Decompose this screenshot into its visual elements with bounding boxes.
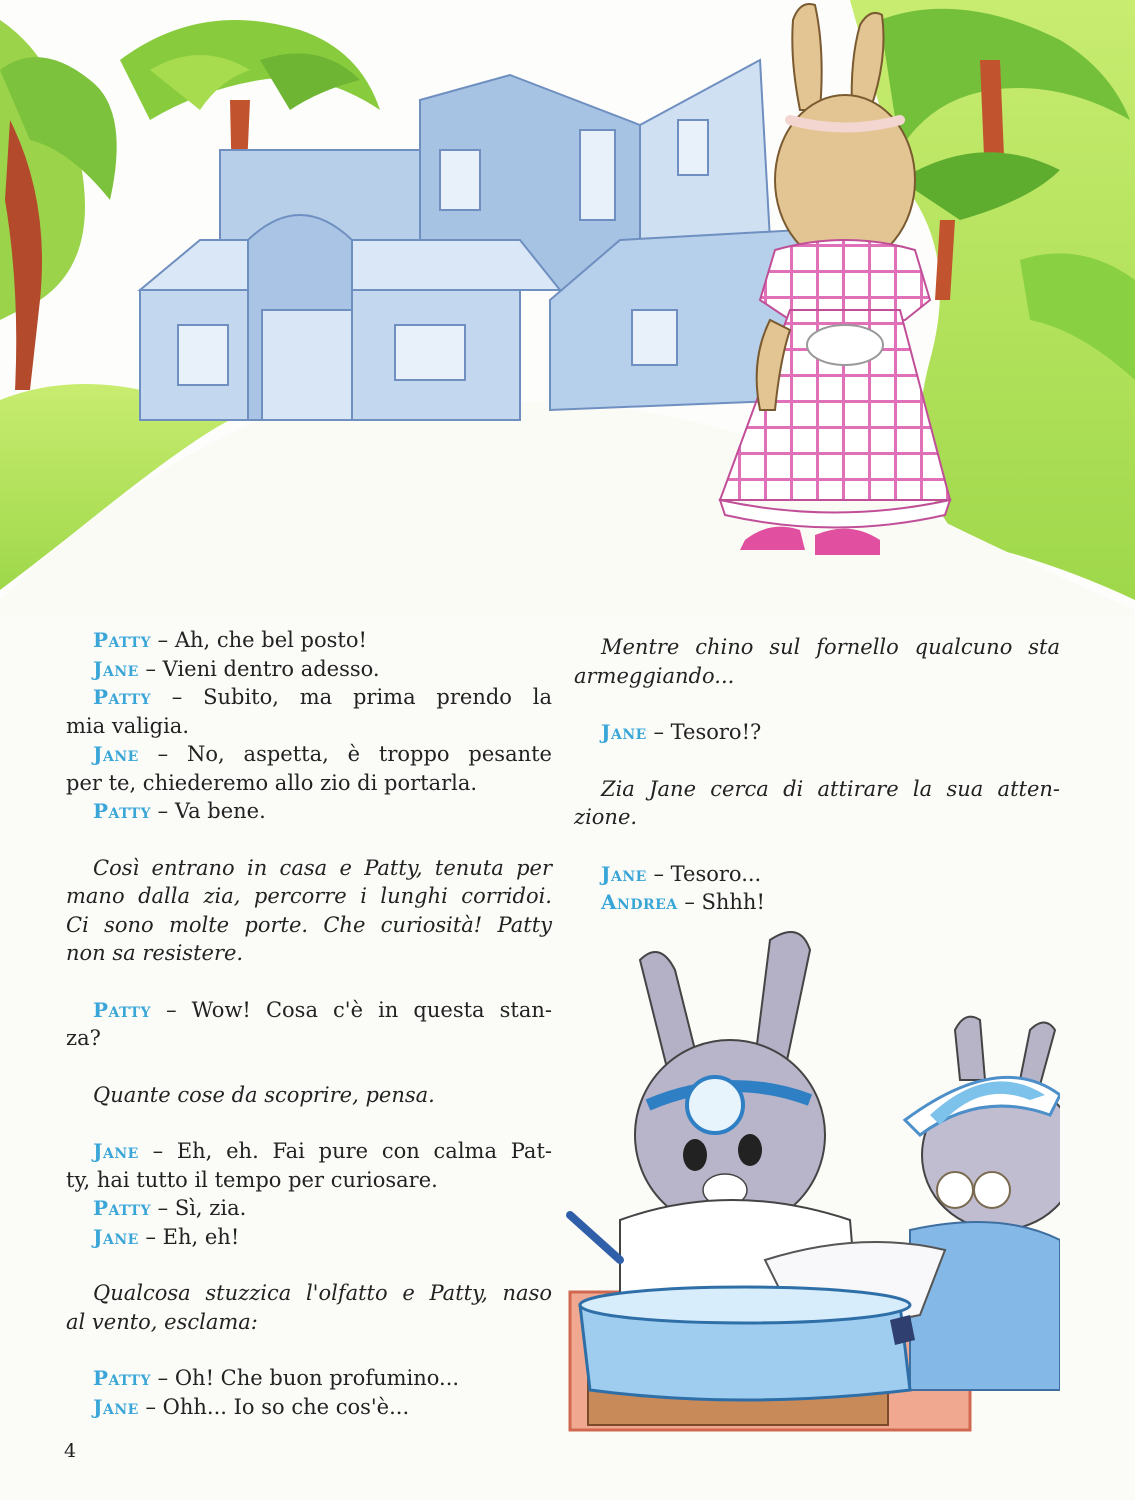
page-number: 4 — [64, 1440, 77, 1462]
dialogue-line — [574, 860, 1060, 889]
narration-line: mano dalla zia, percorre i lunghi corridoi. — [66, 884, 552, 908]
narration-line: Così entrano in casa e Patty, tenuta per — [93, 855, 552, 880]
dialogue-text: – Tesoro... — [653, 861, 762, 886]
dialogue-line — [66, 996, 552, 1025]
dialogue-text: – Subito, ma prima prendo la — [171, 685, 552, 709]
dialogue-continuation: per te, chiederemo allo zio di portarla. — [66, 770, 478, 795]
illustration-house-scene — [0, 0, 1135, 615]
narration-line: Zia Jane cerca di attirare la sua atten- — [601, 776, 1060, 801]
narration-line: Mentre chino sul fornello qualcuno sta — [601, 635, 1060, 659]
aunt-bunny-with-hat — [905, 1017, 1060, 1390]
speaker-name: Jane — [601, 861, 647, 886]
dialogue-line — [66, 740, 552, 769]
dialogue-text: – Tesoro!? — [653, 720, 762, 744]
dialogue-text: – Ohh... Io so che cos'è... — [145, 1394, 410, 1419]
narration-line: Ci sono molte porte. Che curiosità! Patty — [66, 912, 552, 937]
dialogue-line — [574, 718, 1060, 747]
speaker-name: Patty — [93, 685, 151, 709]
dialogue-text: – Va bene. — [157, 799, 266, 823]
dialogue-line — [66, 1223, 552, 1252]
dialogue-line — [66, 1364, 552, 1393]
right-text-column — [574, 633, 1060, 917]
dialogue-text: – Oh! Che buon profumino... — [157, 1366, 460, 1390]
speaker-name: Patty — [93, 1366, 151, 1390]
dialogue-text: – Eh, eh. Fai pure con calma Pat- — [152, 1139, 552, 1163]
dialogue-text: – No, aspetta, è troppo pesante — [157, 742, 552, 766]
dialogue-text: – Ah, che bel posto! — [157, 628, 367, 652]
speaker-name: Jane — [601, 720, 647, 744]
left-text-column — [66, 626, 552, 1421]
narration-line: al vento, esclama: — [66, 1309, 258, 1334]
dialogue-text: – Shhh! — [684, 890, 765, 914]
narration-line: zione. — [574, 805, 638, 829]
dialogue-line — [66, 797, 552, 826]
speaker-name: Patty — [93, 799, 151, 823]
speaker-name: Patty — [93, 997, 151, 1022]
speaker-name: Patty — [93, 628, 151, 652]
speaker-name: Jane — [93, 1394, 139, 1419]
speaker-name: Jane — [93, 1139, 139, 1163]
dialogue-text: – Wow! Cosa c'è in questa stan- — [166, 997, 552, 1022]
dialogue-text: – Sì, zia. — [157, 1196, 247, 1220]
narration-line: Quante cose da scoprire, pensa. — [93, 1082, 435, 1107]
narration-line: non sa resistere. — [66, 941, 244, 965]
illustration-kitchen-scene — [560, 920, 1060, 1440]
speaker-name: Andrea — [601, 890, 678, 914]
cooking-pot — [580, 1287, 915, 1400]
dialogue-line — [66, 1137, 552, 1166]
dialogue-text: – Vieni dentro adesso. — [145, 656, 380, 681]
dialogue-continuation: ty, hai tutto il tempo per curiosare. — [66, 1167, 438, 1192]
speaker-name: Jane — [93, 656, 139, 681]
narration-line: armeggiando... — [574, 663, 735, 688]
dialogue-line — [574, 888, 1060, 917]
dialogue-continuation: za? — [66, 1026, 101, 1050]
dialogue-text: – Eh, eh! — [145, 1224, 240, 1249]
dialogue-line — [66, 655, 552, 684]
dialogue-continuation: mia valigia. — [66, 713, 189, 738]
dialogue-line — [66, 1194, 552, 1223]
speaker-name: Patty — [93, 1196, 151, 1220]
dialogue-line — [66, 1393, 552, 1422]
dialogue-line — [66, 626, 552, 655]
narration-line: Qualcosa stuzzica l'olfatto e Patty, naso — [93, 1281, 552, 1305]
speaker-name: Jane — [93, 742, 139, 766]
speaker-name: Jane — [93, 1224, 139, 1249]
dialogue-line — [66, 683, 552, 712]
